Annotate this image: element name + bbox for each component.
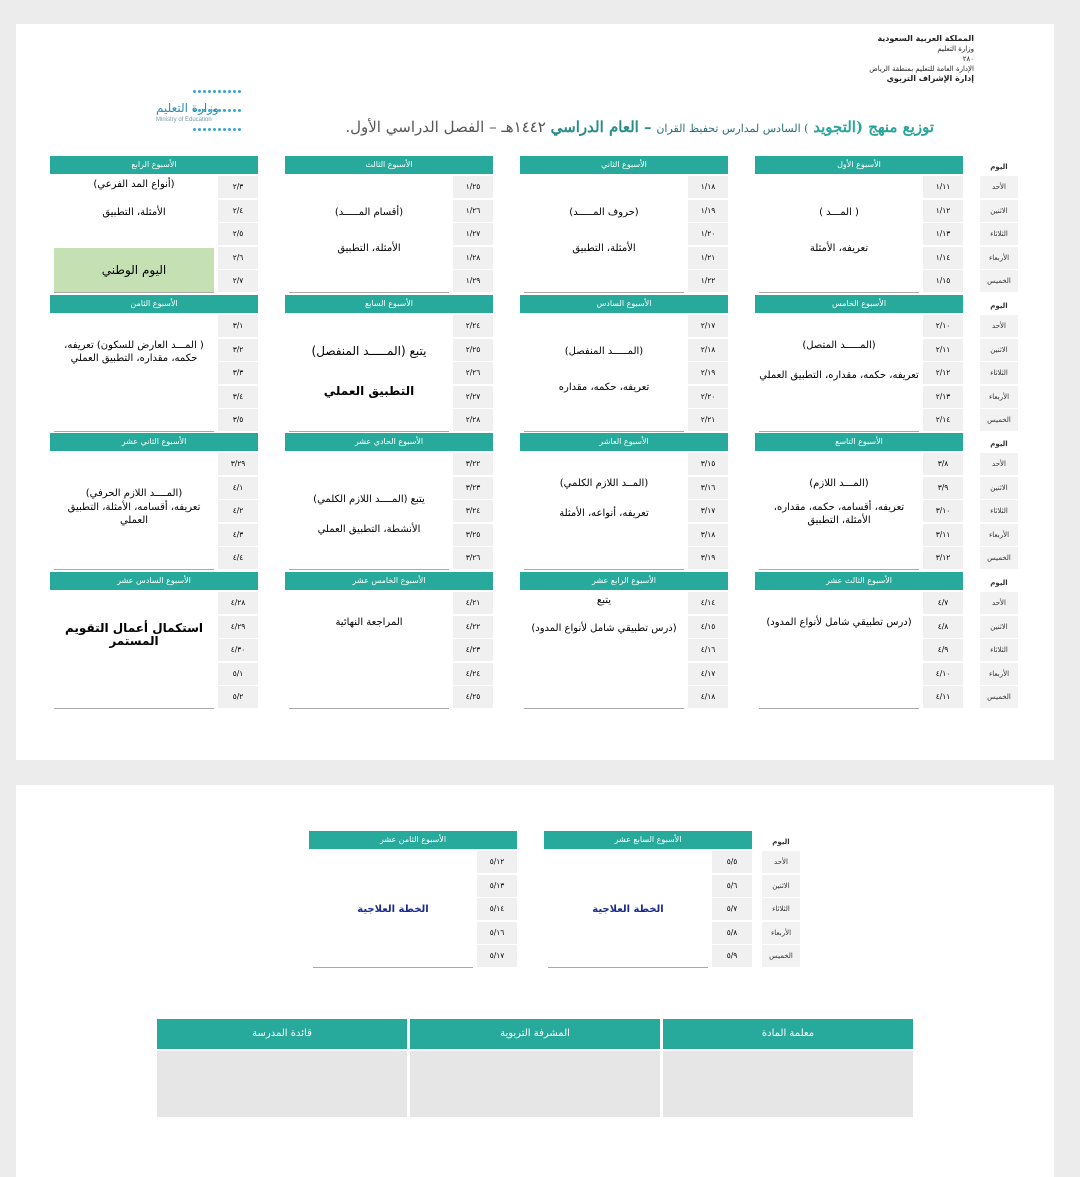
schedule-page-2 <box>16 785 1054 1177</box>
date-cell: ٢/٣ <box>218 176 258 198</box>
topic-line: الخطة العلاجية <box>592 904 664 915</box>
topic-line: استكمال أعمال التقويم المستمر <box>65 621 203 648</box>
date-cell: ٣/٤ <box>218 386 258 408</box>
date-cell: ٣/١١ <box>923 524 963 546</box>
date-cell: ١/٢٠ <box>688 223 728 245</box>
week-title: الأسبوع الخامس عشر <box>285 572 493 590</box>
topic-line: (المـــــد المتصل) <box>802 340 876 351</box>
title-part: – العام الدراسي <box>550 118 652 136</box>
date-cell: ٤/٢٩ <box>218 616 258 638</box>
week-title: الأسبوع الحادي عشر <box>285 433 493 451</box>
schedule-page-1 <box>16 24 1054 760</box>
topic-line: (درس تطبيقي شامل لأنواع المدود) <box>531 623 677 634</box>
signature-column <box>663 1019 913 1117</box>
week-dates <box>218 176 258 294</box>
week-title: الأسبوع الثاني عشر <box>50 433 258 451</box>
week-block <box>520 295 728 433</box>
topic-line: الأنشطة، التطبيق العملي <box>317 524 421 535</box>
day-name: الثلاثاء <box>762 898 800 920</box>
date-cell: ٢/٥ <box>218 223 258 245</box>
topic-line: (المــــد اللازم الحرفي) <box>85 488 183 499</box>
topic-line: (أقسام المـــــد) <box>334 207 404 218</box>
week-topic <box>759 592 919 709</box>
day-name: الاثنين <box>980 616 1018 638</box>
date-cell: ٥/١ <box>218 663 258 685</box>
date-cell: ٣/٢ <box>218 339 258 361</box>
topic-line: اليوم الوطني <box>54 248 214 292</box>
date-cell: ١/١٨ <box>688 176 728 198</box>
date-cell: ٢/٦ <box>218 247 258 269</box>
date-cell: ٢/٢٦ <box>453 362 493 384</box>
ministry-logo <box>156 79 266 129</box>
date-cell: ٤/٣٠ <box>218 639 258 661</box>
date-cell: ٤/٢٣ <box>453 639 493 661</box>
date-cell: ٤/٢١ <box>453 592 493 614</box>
day-name: الأربعاء <box>980 524 1018 546</box>
signature-box <box>663 1051 913 1117</box>
week-topic <box>54 592 214 709</box>
date-cell: ٢/١٤ <box>923 409 963 431</box>
day-name: الخميس <box>980 409 1018 431</box>
date-cell: ٥/١٢ <box>477 851 517 873</box>
date-cell: ٥/٦ <box>712 875 752 897</box>
topic-line: الأمثلة، التطبيق <box>337 243 401 254</box>
week-topic <box>524 176 684 293</box>
date-cell: ٥/٧ <box>712 898 752 920</box>
header-line: وزارة التعليم <box>937 45 974 53</box>
week-block <box>755 295 963 433</box>
date-cell: ٤/١١ <box>923 686 963 708</box>
date-cell: ٤/١٧ <box>688 663 728 685</box>
week-dates <box>688 176 728 294</box>
week-dates <box>477 851 517 969</box>
week-title: الأسبوع الرابع عشر <box>520 572 728 590</box>
date-cell: ١/٢٧ <box>453 223 493 245</box>
logo-english-text: Ministry of Education <box>156 117 212 123</box>
date-cell: ٣/٥ <box>218 409 258 431</box>
signature-column <box>157 1019 407 1117</box>
day-name: الاثنين <box>762 875 800 897</box>
date-cell: ٥/٢ <box>218 686 258 708</box>
day-header: اليوم <box>990 440 1008 448</box>
date-cell: ٤/٢٨ <box>218 592 258 614</box>
topic-line: تعريفه، الأمثلة <box>809 243 869 254</box>
date-cell: ٣/١٥ <box>688 453 728 475</box>
topic-line: يتبع (المــــد اللازم الكلمي) <box>313 494 425 505</box>
week-title: الأسبوع الثامن عشر <box>309 831 517 849</box>
date-cell: ١/٢١ <box>688 247 728 269</box>
week-title: الأسبوع العاشر <box>520 433 728 451</box>
date-cell: ٣/١٧ <box>688 500 728 522</box>
week-dates <box>923 176 963 294</box>
date-cell: ٤/٨ <box>923 616 963 638</box>
date-cell: ٣/٨ <box>923 453 963 475</box>
topic-line: (المـــــد المنفصل) <box>564 346 644 357</box>
signature-box <box>410 1051 660 1117</box>
day-name: الأحد <box>980 453 1018 475</box>
date-cell: ٣/١٢ <box>923 547 963 569</box>
week-topic <box>524 453 684 570</box>
date-cell: ٢/٢٨ <box>453 409 493 431</box>
week-title: الأسبوع السادس عشر <box>50 572 258 590</box>
date-cell: ٣/٢٦ <box>453 547 493 569</box>
date-cell: ٢/٢٠ <box>688 386 728 408</box>
topic-line: ( المـــد العارض للسكون) تعريفه، حكمه، مقداره، التطبيق العملي <box>64 340 204 364</box>
title-part: توزيع منهج (التجويد <box>813 118 934 136</box>
day-name: الثلاثاء <box>980 223 1018 245</box>
date-cell: ٥/١٣ <box>477 875 517 897</box>
week-dates <box>218 592 258 710</box>
week-topic <box>289 176 449 293</box>
date-cell: ٥/١٤ <box>477 898 517 920</box>
date-cell: ٤/٤ <box>218 547 258 569</box>
topic-line: ( المـــد ) <box>819 207 859 218</box>
date-cell: ٤/١٥ <box>688 616 728 638</box>
header-line: المملكة العربية السعودية <box>877 34 974 43</box>
date-cell: ٣/١٨ <box>688 524 728 546</box>
week-block <box>50 433 258 571</box>
date-cell: ٣/١٩ <box>688 547 728 569</box>
date-cell: ١/١٥ <box>923 270 963 292</box>
topic-line: المراجعة النهائية <box>335 617 403 628</box>
week-title: الأسبوع الثاني <box>520 156 728 174</box>
week-dates <box>688 453 728 571</box>
week-dates <box>218 453 258 571</box>
day-header: اليوم <box>990 163 1008 171</box>
week-dates <box>923 453 963 571</box>
date-cell: ٤/٢٤ <box>453 663 493 685</box>
week-title: الأسبوع الخامس <box>755 295 963 313</box>
date-cell: ٤/٢ <box>218 500 258 522</box>
date-cell: ٥/٨ <box>712 922 752 944</box>
week-block <box>520 156 728 294</box>
date-cell: ٢/١٩ <box>688 362 728 384</box>
topic-line: تعريفه، حكمه، مقداره، التطبيق العملي <box>759 370 919 381</box>
signature-column <box>410 1019 660 1117</box>
date-cell: ٣/٢٣ <box>453 477 493 499</box>
header-line: الإدارة العامة للتعليم بمنطقة الرياض <box>869 65 974 73</box>
day-name: الأربعاء <box>980 663 1018 685</box>
week-title: الأسبوع السادس <box>520 295 728 313</box>
day-name: الخميس <box>762 945 800 967</box>
date-cell: ٥/١٧ <box>477 945 517 967</box>
date-cell: ٣/٣ <box>218 362 258 384</box>
week-topic <box>524 315 684 432</box>
week-title: الأسبوع السابع عشر <box>544 831 752 849</box>
day-name: الأربعاء <box>980 247 1018 269</box>
day-name: الأربعاء <box>762 922 800 944</box>
day-name: الأحد <box>980 176 1018 198</box>
topic-line: الأمثلة، التطبيق <box>572 243 636 254</box>
week-topic <box>548 851 708 968</box>
topic-line: (درس تطبيقي شامل لأنواع المدود) <box>766 617 912 628</box>
date-cell: ١/١٣ <box>923 223 963 245</box>
day-name: الثلاثاء <box>980 500 1018 522</box>
date-cell: ٣/٩ <box>923 477 963 499</box>
date-cell: ١/٢٥ <box>453 176 493 198</box>
date-cell: ٢/١٧ <box>688 315 728 337</box>
date-cell: ٣/١٦ <box>688 477 728 499</box>
signature-header: معلمة المادة <box>663 1019 913 1049</box>
day-header: اليوم <box>772 838 790 846</box>
day-name: الأحد <box>762 851 800 873</box>
date-cell: ١/٢٦ <box>453 200 493 222</box>
day-name: الثلاثاء <box>980 639 1018 661</box>
week-block <box>755 433 963 571</box>
date-cell: ٣/٢٩ <box>218 453 258 475</box>
day-name: الأحد <box>980 592 1018 614</box>
week-topic <box>759 453 919 570</box>
date-cell: ١/١٢ <box>923 200 963 222</box>
day-name: الخميس <box>980 547 1018 569</box>
signature-header: قائدة المدرسة <box>157 1019 407 1049</box>
topic-line: التطبيق العملي <box>323 384 415 398</box>
week-topic <box>524 592 684 709</box>
week-block <box>520 433 728 571</box>
topic-line: الأمثلة، التطبيق <box>102 207 166 218</box>
day-header: اليوم <box>990 579 1008 587</box>
week-block <box>285 572 493 710</box>
day-name: الخميس <box>980 270 1018 292</box>
week-topic <box>759 176 919 293</box>
topic-line: تعريفه، أنواعه، الأمثلة <box>559 508 649 519</box>
week-dates <box>453 453 493 571</box>
day-name: الأربعاء <box>980 386 1018 408</box>
week-title: الأسبوع الثالث <box>285 156 493 174</box>
date-cell: ٢/١٣ <box>923 386 963 408</box>
topic-line: تعريفه، حكمه، مقداره <box>558 382 650 393</box>
date-cell: ٤/١٨ <box>688 686 728 708</box>
week-dates <box>923 315 963 433</box>
date-cell: ٢/٤ <box>218 200 258 222</box>
week-block <box>544 831 752 969</box>
week-title: الأسبوع الثامن <box>50 295 258 313</box>
week-title: الأسبوع الرابع <box>50 156 258 174</box>
date-cell: ٢/١٠ <box>923 315 963 337</box>
week-topic <box>54 453 214 570</box>
week-dates <box>923 592 963 710</box>
topic-line: تعريفه، أقسامه، الأمثلة، التطبيق العملي <box>67 502 201 526</box>
date-cell: ٥/٥ <box>712 851 752 873</box>
date-cell: ١/٢٢ <box>688 270 728 292</box>
week-block <box>309 831 517 969</box>
title-part: ) السادس لمدارس تحفيظ القران <box>656 122 809 135</box>
day-name: الأحد <box>980 315 1018 337</box>
week-dates <box>453 315 493 433</box>
day-name: الاثنين <box>980 200 1018 222</box>
day-name: الاثنين <box>980 477 1018 499</box>
day-name: الاثنين <box>980 339 1018 361</box>
date-cell: ٥/١٦ <box>477 922 517 944</box>
date-cell: ١/١١ <box>923 176 963 198</box>
header-line: إدارة الإشراف التربوي <box>886 74 974 83</box>
date-cell: ٢/١٢ <box>923 362 963 384</box>
week-block <box>285 295 493 433</box>
week-topic <box>54 176 214 293</box>
date-cell: ٣/٢٢ <box>453 453 493 475</box>
week-block <box>755 156 963 294</box>
date-cell: ٢/١١ <box>923 339 963 361</box>
week-dates <box>688 592 728 710</box>
date-cell: ٢/٢١ <box>688 409 728 431</box>
week-block <box>755 572 963 710</box>
date-cell: ٤/١٤ <box>688 592 728 614</box>
logo-arabic-text: وزارة التعليم <box>156 101 219 115</box>
day-name: الخميس <box>980 686 1018 708</box>
date-cell: ١/٢٨ <box>453 247 493 269</box>
day-name: الثلاثاء <box>980 362 1018 384</box>
date-cell: ٤/٧ <box>923 592 963 614</box>
week-topic <box>289 315 449 432</box>
day-header: اليوم <box>990 302 1008 310</box>
date-cell: ٤/٢٢ <box>453 616 493 638</box>
topic-line: (المــد اللازم الكلمي) <box>559 478 649 489</box>
week-title: الأسبوع السابع <box>285 295 493 313</box>
week-title: الأسبوع التاسع <box>755 433 963 451</box>
week-topic <box>313 851 473 968</box>
week-block <box>50 572 258 710</box>
topic-line: الخطة العلاجية <box>357 904 429 915</box>
date-cell: ١/١٤ <box>923 247 963 269</box>
date-cell: ٥/٩ <box>712 945 752 967</box>
date-cell: ٤/٩ <box>923 639 963 661</box>
topic-line: يتبع (المـــــد المنفصل) <box>311 344 427 358</box>
week-dates <box>453 592 493 710</box>
week-dates <box>453 176 493 294</box>
week-dates <box>712 851 752 969</box>
ministry-header <box>869 34 974 84</box>
week-title: الأسبوع الأول <box>755 156 963 174</box>
week-block <box>50 156 258 294</box>
week-topic <box>759 315 919 432</box>
page-title <box>345 118 934 136</box>
date-cell: ٣/١٠ <box>923 500 963 522</box>
week-block <box>520 572 728 710</box>
week-block <box>50 295 258 433</box>
topic-line: (أنواع المد الفرعي) <box>93 179 175 190</box>
signature-header: المشرفة التربوية <box>410 1019 660 1049</box>
date-cell: ٤/١٦ <box>688 639 728 661</box>
topic-line: يتبع <box>596 595 612 606</box>
signature-table <box>157 1019 913 1117</box>
week-topic <box>54 315 214 432</box>
date-cell: ٤/٣ <box>218 524 258 546</box>
date-cell: ٣/١ <box>218 315 258 337</box>
week-title: الأسبوع الثالث عشر <box>755 572 963 590</box>
signature-box <box>157 1051 407 1117</box>
week-dates <box>688 315 728 433</box>
date-cell: ٢/١٨ <box>688 339 728 361</box>
date-cell: ٣/٢٤ <box>453 500 493 522</box>
topic-line: (المـــد اللازم) <box>809 478 869 489</box>
week-block <box>285 156 493 294</box>
date-cell: ١/١٩ <box>688 200 728 222</box>
topic-line: تعريفه، أقسامه، حكمه، مقداره، الأمثلة، التطبيق <box>773 502 905 526</box>
week-topic <box>289 453 449 570</box>
title-part: ١٤٤٢هـ – الفصل الدراسي الأول. <box>345 118 546 136</box>
date-cell: ٤/١٠ <box>923 663 963 685</box>
date-cell: ١/٢٩ <box>453 270 493 292</box>
week-dates <box>218 315 258 433</box>
date-cell: ٣/٢٥ <box>453 524 493 546</box>
date-cell: ٤/١ <box>218 477 258 499</box>
date-cell: ٢/٢٤ <box>453 315 493 337</box>
header-line: ٢٨٠ <box>962 55 974 63</box>
topic-line: (حروف المـــــد) <box>569 207 639 218</box>
date-cell: ٤/٢٥ <box>453 686 493 708</box>
date-cell: ٢/٧ <box>218 270 258 292</box>
date-cell: ٢/٢٥ <box>453 339 493 361</box>
date-cell: ٢/٢٧ <box>453 386 493 408</box>
week-topic <box>289 592 449 709</box>
week-block <box>285 433 493 571</box>
